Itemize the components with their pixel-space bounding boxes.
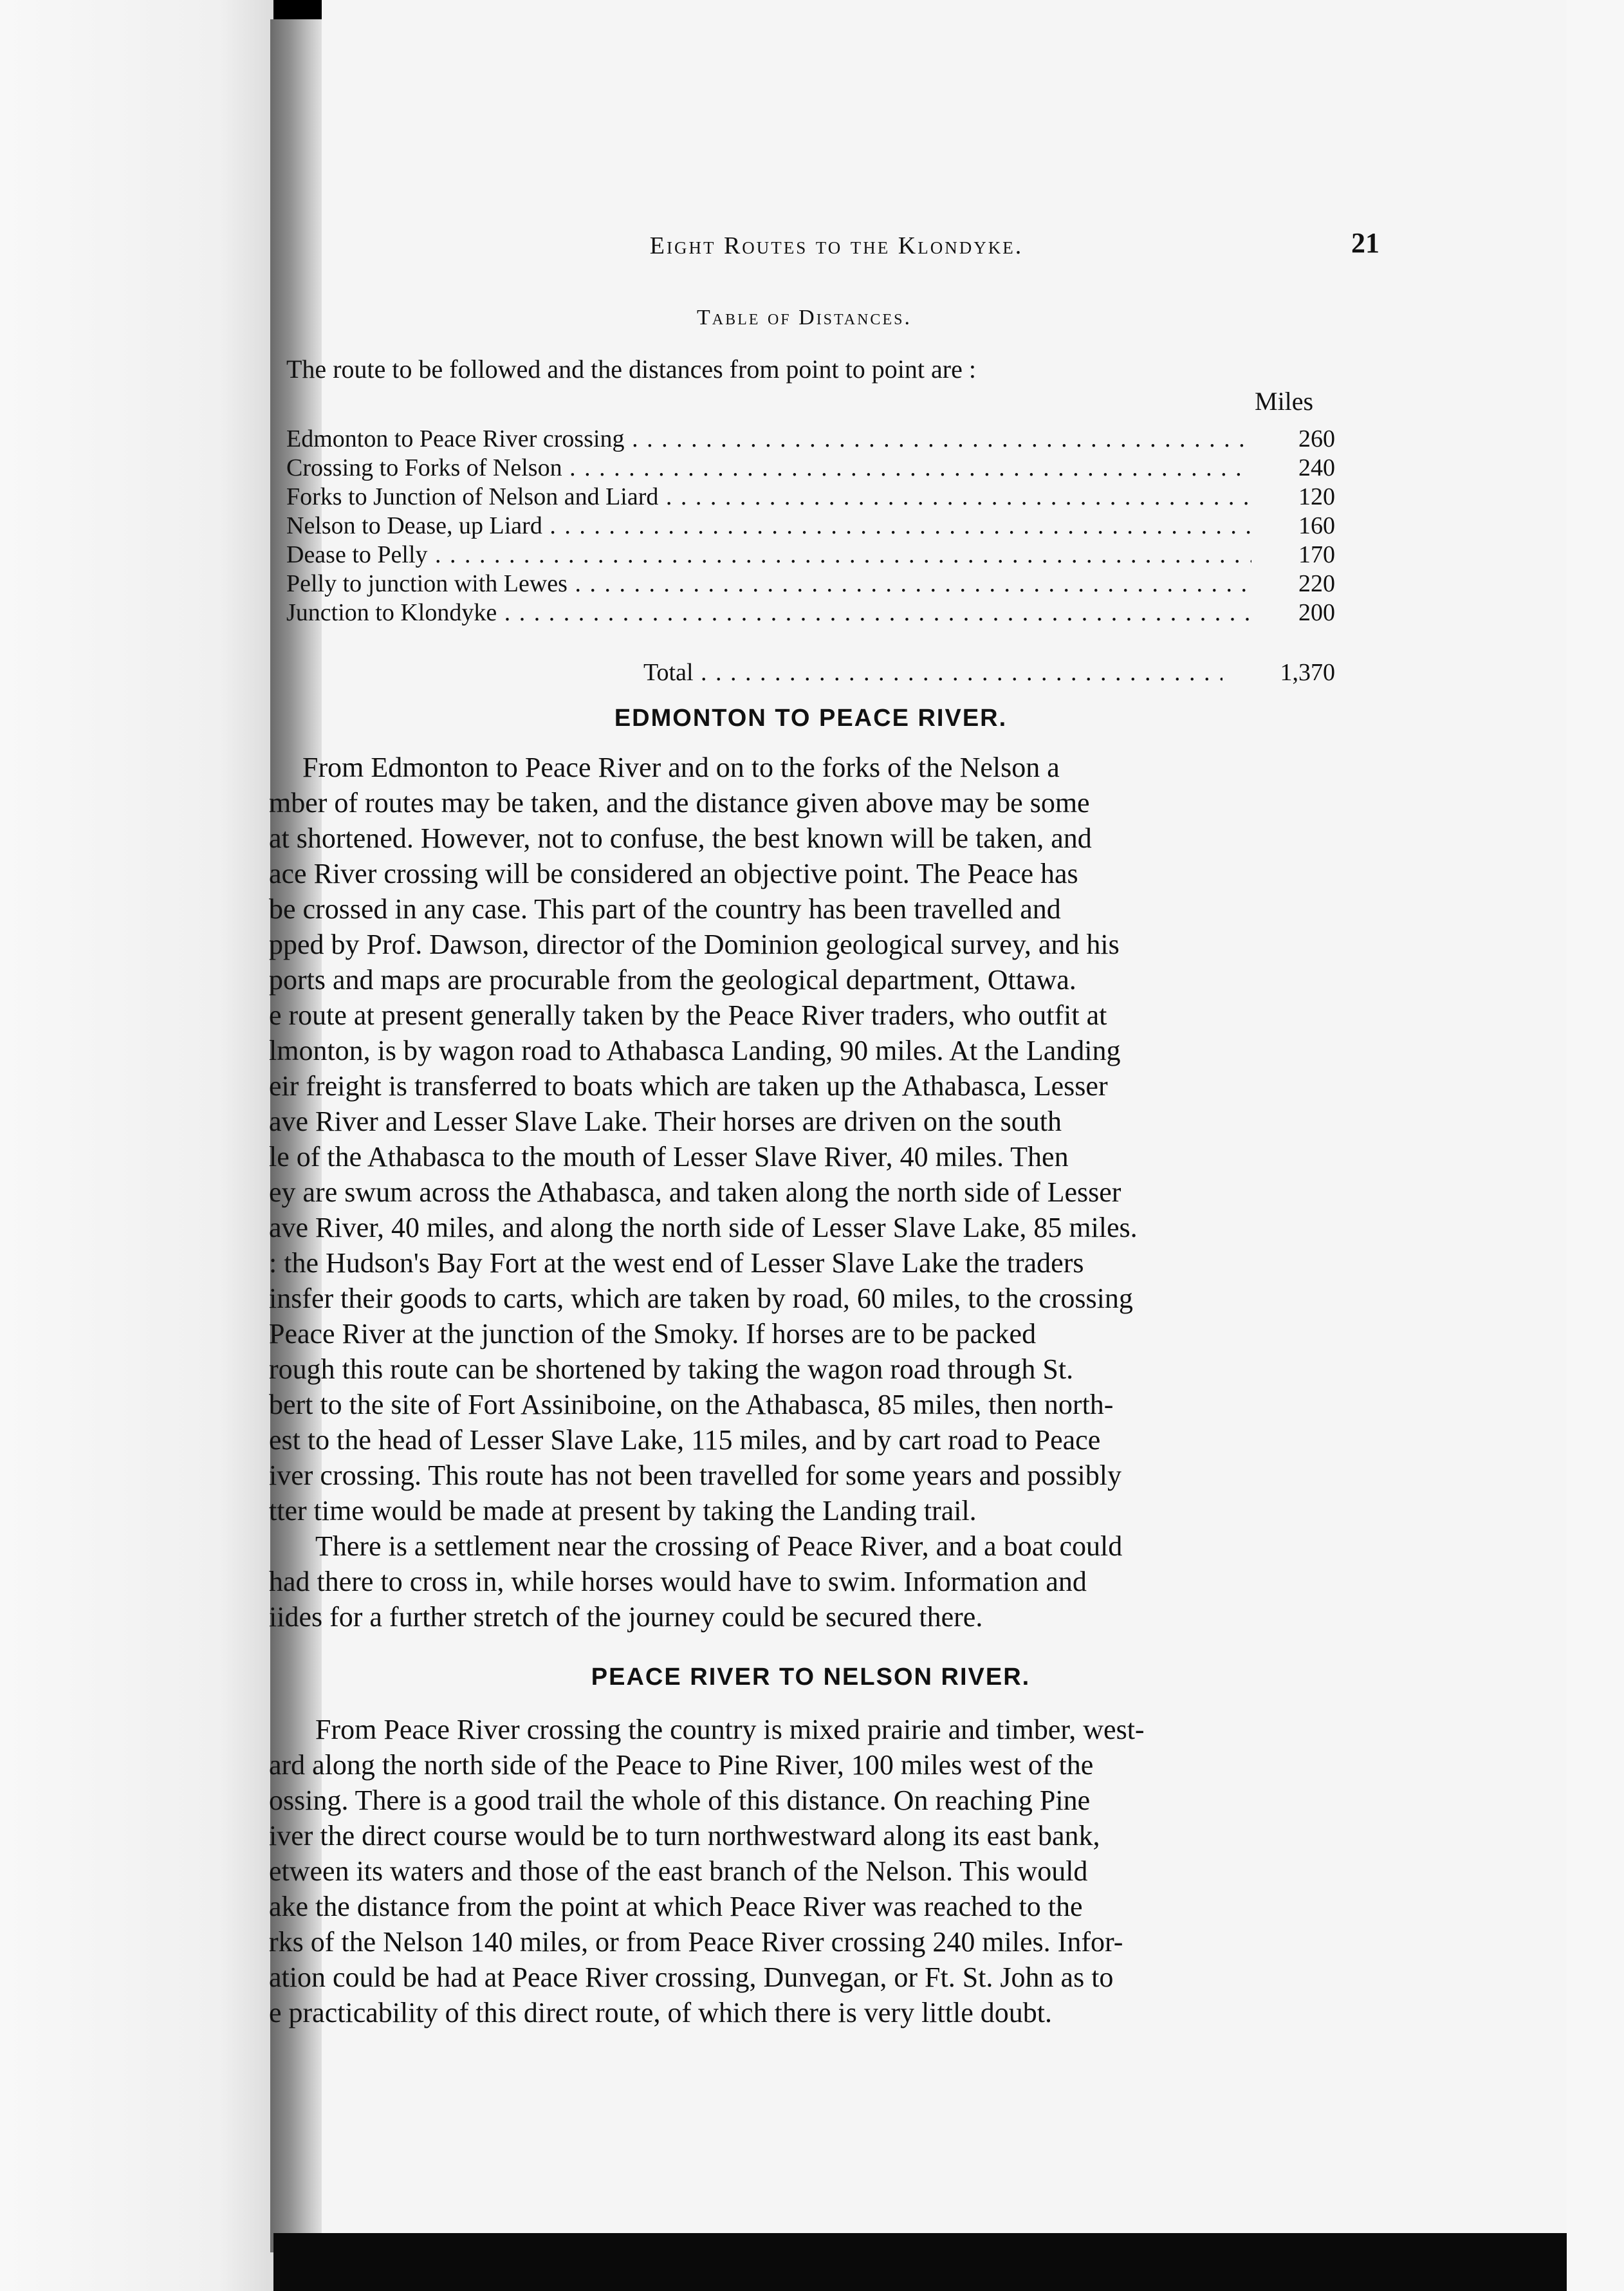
- body-line: There is a settlement near the crossing of Peace River, and a boat could: [315, 1530, 1123, 1562]
- body-line: rough this route can be shortened by taking the wagon road through St.: [269, 1353, 1074, 1385]
- route-label: Pelly to junction with Lewes: [286, 570, 567, 597]
- body-line: be crossed in any case. This part of the country has been travelled and: [269, 893, 1061, 925]
- distance-row: [286, 541, 1335, 570]
- body-line: ace River crossing will be considered an objective point. The Peace has: [269, 858, 1078, 889]
- route-miles: 170: [1298, 541, 1335, 568]
- route-label: Junction to Klondyke: [286, 599, 497, 626]
- body-line: etween its waters and those of the east branch of the Nelson. This would: [269, 1855, 1088, 1887]
- body-line: ave River and Lesser Slave Lake. Their horses are driven on the south: [269, 1106, 1062, 1137]
- route-miles: 200: [1298, 599, 1335, 626]
- body-line: ation could be had at Peace River crossing, Dunvegan, or Ft. St. John as to: [269, 1962, 1114, 1993]
- right-page-edge: [1567, 0, 1624, 2291]
- route-label: Crossing to Forks of Nelson: [286, 454, 562, 481]
- total-row: [643, 656, 1335, 689]
- body-line: From Peace River crossing the country is mixed prairie and timber, west-: [315, 1714, 1145, 1745]
- body-line: tter time would be made at present by taking the Landing trail.: [269, 1495, 977, 1526]
- body-line: iver the direct course would be to turn northwestward along its east bank,: [269, 1820, 1100, 1851]
- body-line: rks of the Nelson 140 miles, or from Peace River crossing 240 miles. Infor-: [269, 1926, 1123, 1958]
- route-miles: 260: [1298, 425, 1335, 452]
- body-line: : the Hudson's Bay Fort at the west end of Lesser Slave Lake the traders: [269, 1247, 1084, 1279]
- body-line: pped by Prof. Dawson, director of the Dominion geological survey, and his: [269, 929, 1120, 960]
- distance-table: [286, 425, 1335, 627]
- route-label: Forks to Junction of Nelson and Liard: [286, 483, 659, 510]
- body-line: bert to the site of Fort Assiniboine, on the Athabasca, 85 miles, then north-: [269, 1389, 1114, 1420]
- body-line: lmonton, is by wagon road to Athabasca Landing, 90 miles. At the Landing: [269, 1035, 1121, 1066]
- route-label: Dease to Pelly: [286, 541, 428, 568]
- route-miles: 240: [1298, 454, 1335, 481]
- scan-bottom-border: [273, 2233, 1567, 2291]
- body-line: had there to cross in, while horses would have to swim. Information and: [269, 1566, 1087, 1597]
- distance-row: [286, 425, 1335, 454]
- route-label: Nelson to Dease, up Liard: [286, 512, 542, 539]
- left-page-margin: [0, 0, 273, 2291]
- total-label: Total: [643, 659, 694, 686]
- distance-row: [286, 512, 1335, 541]
- body-line: From Edmonton to Peace River and on to the forks of the Nelson a: [302, 752, 1060, 783]
- distance-row: [286, 454, 1335, 483]
- running-head: Eight Routes to the Klondyke.: [649, 232, 1024, 259]
- body-line: eir freight is transferred to boats which are taken up the Athabasca, Lesser: [269, 1070, 1108, 1102]
- route-miles: 120: [1298, 483, 1335, 510]
- route-miles: 160: [1298, 512, 1335, 539]
- body-line: le of the Athabasca to the mouth of Lesser Slave River, 40 miles. Then: [269, 1141, 1069, 1173]
- body-line: ard along the north side of the Peace to Pine River, 100 miles west of the: [269, 1749, 1094, 1781]
- body-line: ey are swum across the Athabasca, and taken along the north side of Lesser: [269, 1176, 1121, 1208]
- body-line: insfer their goods to carts, which are taken by road, 60 miles, to the crossing: [269, 1283, 1133, 1314]
- section-heading-edmonton-peace: EDMONTON TO PEACE RIVER.: [614, 705, 1008, 732]
- body-line: e route at present generally taken by the Peace River traders, who outfit at: [269, 999, 1107, 1031]
- body-line: at shortened. However, not to confuse, the best known will be taken, and: [269, 822, 1092, 854]
- table-title: Table of Distances.: [697, 306, 912, 329]
- body-line: Peace River at the junction of the Smoky. If horses are to be packed: [269, 1318, 1037, 1350]
- table-intro: The route to be followed and the distances from point to point are :: [286, 355, 976, 384]
- total-miles: 1,370: [1280, 659, 1335, 686]
- body-line: ossing. There is a good trail the whole of this distance. On reaching Pine: [269, 1785, 1091, 1816]
- page-number: 21: [1351, 227, 1379, 259]
- miles-column-header: Miles: [1255, 387, 1314, 416]
- body-line: iver crossing. This route has not been travelled for some years and possibly: [269, 1460, 1121, 1491]
- body-line: iides for a further stretch of the journey could be secured there.: [269, 1601, 983, 1633]
- section-heading-peace-nelson: PEACE RIVER TO NELSON RIVER.: [591, 1664, 1031, 1691]
- body-line: ake the distance from the point at which Peace River was reached to the: [269, 1891, 1083, 1922]
- body-line: ave River, 40 miles, and along the north side of Lesser Slave Lake, 85 miles.: [269, 1212, 1138, 1243]
- body-line: ports and maps are procurable from the geological department, Ottawa.: [269, 964, 1076, 996]
- route-label: Edmonton to Peace River crossing: [286, 425, 625, 452]
- distance-row: [286, 598, 1335, 627]
- body-line: est to the head of Lesser Slave Lake, 115 miles, and by cart road to Peace: [269, 1424, 1101, 1456]
- distance-row: [286, 570, 1335, 598]
- body-line: e practicability of this direct route, of which there is very little doubt.: [269, 1997, 1052, 2028]
- distance-row: [286, 483, 1335, 512]
- route-miles: 220: [1298, 570, 1335, 597]
- body-line: mber of routes may be taken, and the distance given above may be some: [269, 787, 1090, 819]
